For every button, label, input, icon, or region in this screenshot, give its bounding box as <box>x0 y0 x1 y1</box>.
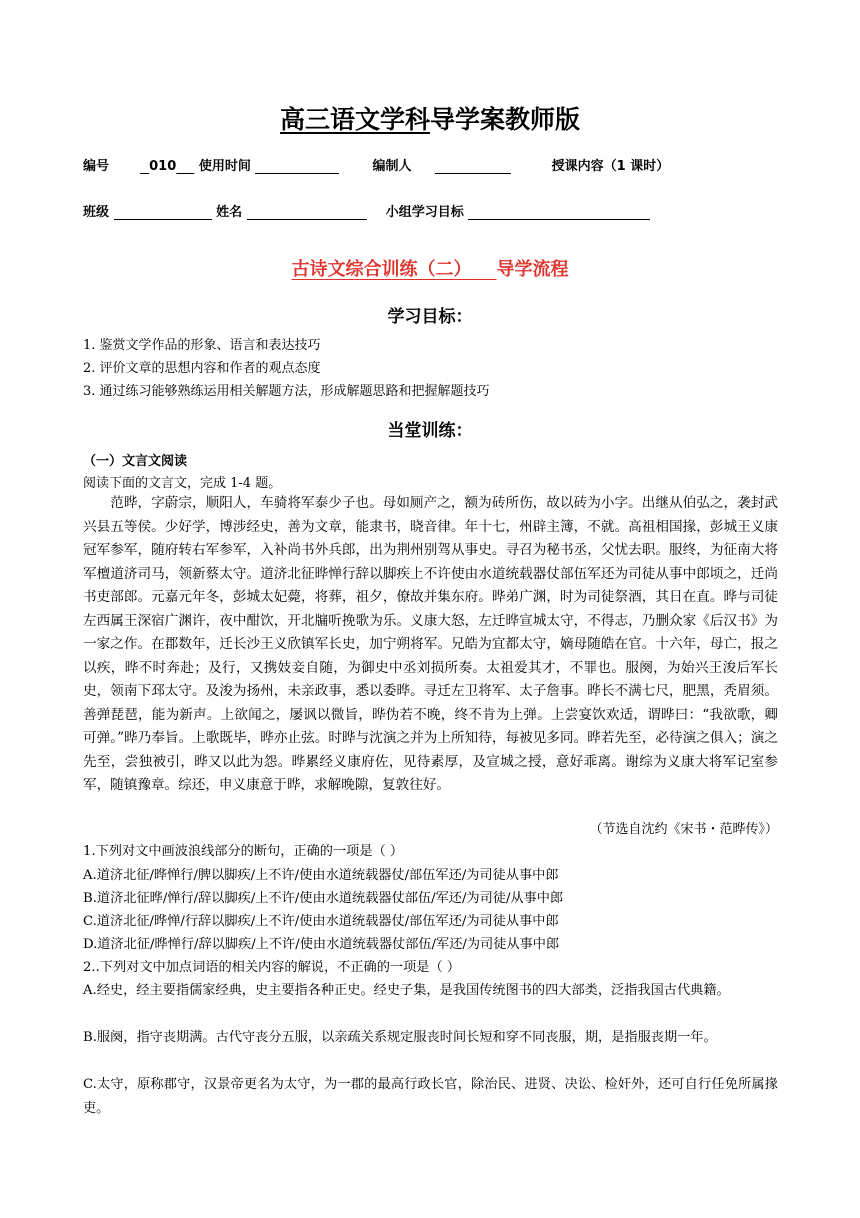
question-1-stem: 1.下列对文中画波浪线部分的断句，正确的一项是（ ） <box>83 844 404 859</box>
question-2-option-b: B.服阕，指守丧期满。古代守丧分五服，以亲疏关系规定服丧时间长短和穿不同丧服，期，是指服丧期一年。 <box>83 1030 717 1045</box>
classical-passage: 范晔，字蔚宗，顺阳人，车骑将军泰少子也。母如厕产之，额为砖所伤，故以砖为小字。出继从伯弘之，袭封武兴县五等侯。少好学，博涉经史，善为文章，能隶书，晓音律。年十七，州辟主簿，不就。高祖相国掾，彭城王义康冠军参军，随府转右军参军，入补尚书外兵郎，出为荆州别驾从事史。寻召为秘书丞，父忧去职。服终，为征南大将军檀道济司马，领新蔡太守。道济北征晔惮行辞以脚疾上不许使由水道统载器仗部伍军还为司徒从事中郎顷之，迁尚书吏部郎。元嘉元年冬，彭城太妃薨，将葬，祖夕，僚故并集东府。晔弟广渊，时为司徒祭酒，其日在直。晔与司徒左西属王深宿广渊许，夜中酣饮，开北牖听挽歌为乐。义康大怒，左迁晔宣城太守，不得志，乃删众家《后汉书》为一家之作。在郡数年，迁长沙王义欣镇军长史，加宁朔将军。兄皓为宜都太守，嫡母随皓在官。十六年，母亡，报之以疾，晔不时奔赴；及行，又携妓妾自随，为御史中丞刘损所奏。太祖爱其才，不罪也。服阕，为始兴王浚后军长史，领南下邳太守。及浚为扬州，未亲政事，悉以委晔。寻迁左卫将军、太子詹事。晔长不满七尺，肥黑，秃眉须。善弹琵琶，能为新声。上欲闻之，屡讽以微旨，晔伪若不晚，终不肯为上弹。上尝宴饮欢适，谓晔曰：“我欲歌，卿可弹。”晔乃奉旨。上歌既毕，晔亦止弦。时晔与沈演之并为上所知待，每被见多同。晔若先至，必待演之俱入；演之先至，尝独被引，晔又以此为怨。晔累经义康府佐，见待素厚，及宣城之授，意好乖离。谢综为义康大将军记室参军，随镇豫章。综还，申义康意于晔，求解晚隙，复敦往好。 <box>83 495 778 793</box>
question-1-option-b: B.道济北征晔/惮行/辞以脚疾/上不许/使由水道统载器仗部伍/军还/为司徒/从事中郎 <box>83 891 564 906</box>
header-row-1 <box>83 155 669 174</box>
name-label: 姓名 <box>216 205 243 220</box>
objective-item: 2. 评价文章的思想内容和作者的观点态度 <box>83 361 321 376</box>
training-heading: 当堂训练： <box>387 421 473 441</box>
class-blank <box>114 205 212 220</box>
question-1-option-c: C.道济北征/晔惮/行辞以脚疾/上不许/使由水道统载器仗/部伍军还/为司徒从事中郎 <box>83 914 559 929</box>
question-2-stem: 2..下列对文中加点词语的相关内容的解说，不正确的一项是（ ） <box>83 960 461 975</box>
document-title <box>0 100 860 136</box>
objective-item: 3. 通过练习能够熟练运用相关解题方法，形成解题思路和把握解题技巧 <box>83 384 490 399</box>
time-blank <box>255 159 339 174</box>
question-2-option-a: A.经史，经主要指儒家经典，史主要指各种正史。经史子集，是我国传统图书的四大部类，泛指我国古代典籍。 <box>83 983 730 998</box>
time-label: 使用时间 <box>198 159 251 174</box>
lesson-title-main: 古诗文综合训练（二） <box>291 259 472 280</box>
name-blank <box>247 205 367 220</box>
class-label: 班级 <box>83 205 110 220</box>
header-row-2 <box>83 201 650 220</box>
code-value: 010 <box>149 159 177 174</box>
title-subject: 高三语文学科 <box>279 105 430 134</box>
group-goal-blank <box>468 205 650 220</box>
title-rest: 导学案教师版 <box>430 105 581 134</box>
question-1-option-d: D.道济北征/晔惮行/辞以脚疾/上不许/使由水道统载器仗部伍/军还/为司徒从事中郎 <box>83 937 560 952</box>
question-2-option-c: C.太守，原称郡守，汉景帝更名为太守，为一郡的最高行政长官，除治民、进贤、决讼、检奸外，还可自行任免所属掾吏。 <box>83 1077 778 1116</box>
reading-instruction: 阅读下面的文言文，完成 1-4 题。 <box>83 476 282 491</box>
objectives-heading: 学习目标： <box>387 307 473 327</box>
lesson-title <box>0 255 860 281</box>
passage-source: （节选自沈约《宋书・范晔传》） <box>589 822 778 837</box>
group-goal-label: 小组学习目标 <box>385 205 464 220</box>
editor-blank <box>435 159 511 174</box>
content-label: 授课内容（1 课时） <box>551 159 670 174</box>
question-1-option-a: A.道济北征/晔惮行/脾以脚疾/上不许/使由水道统载器仗/部伍军还/为司徒从事中郎 <box>83 868 559 883</box>
classical-reading-heading: （一）文言文阅读 <box>83 454 188 469</box>
objective-item: 1. 鉴赏文学作品的形象、语言和表达技巧 <box>83 338 321 353</box>
code-label: 编号 <box>83 159 110 174</box>
editor-label: 编制人 <box>372 159 412 174</box>
lesson-title-rest: 导学流程 <box>496 259 569 280</box>
